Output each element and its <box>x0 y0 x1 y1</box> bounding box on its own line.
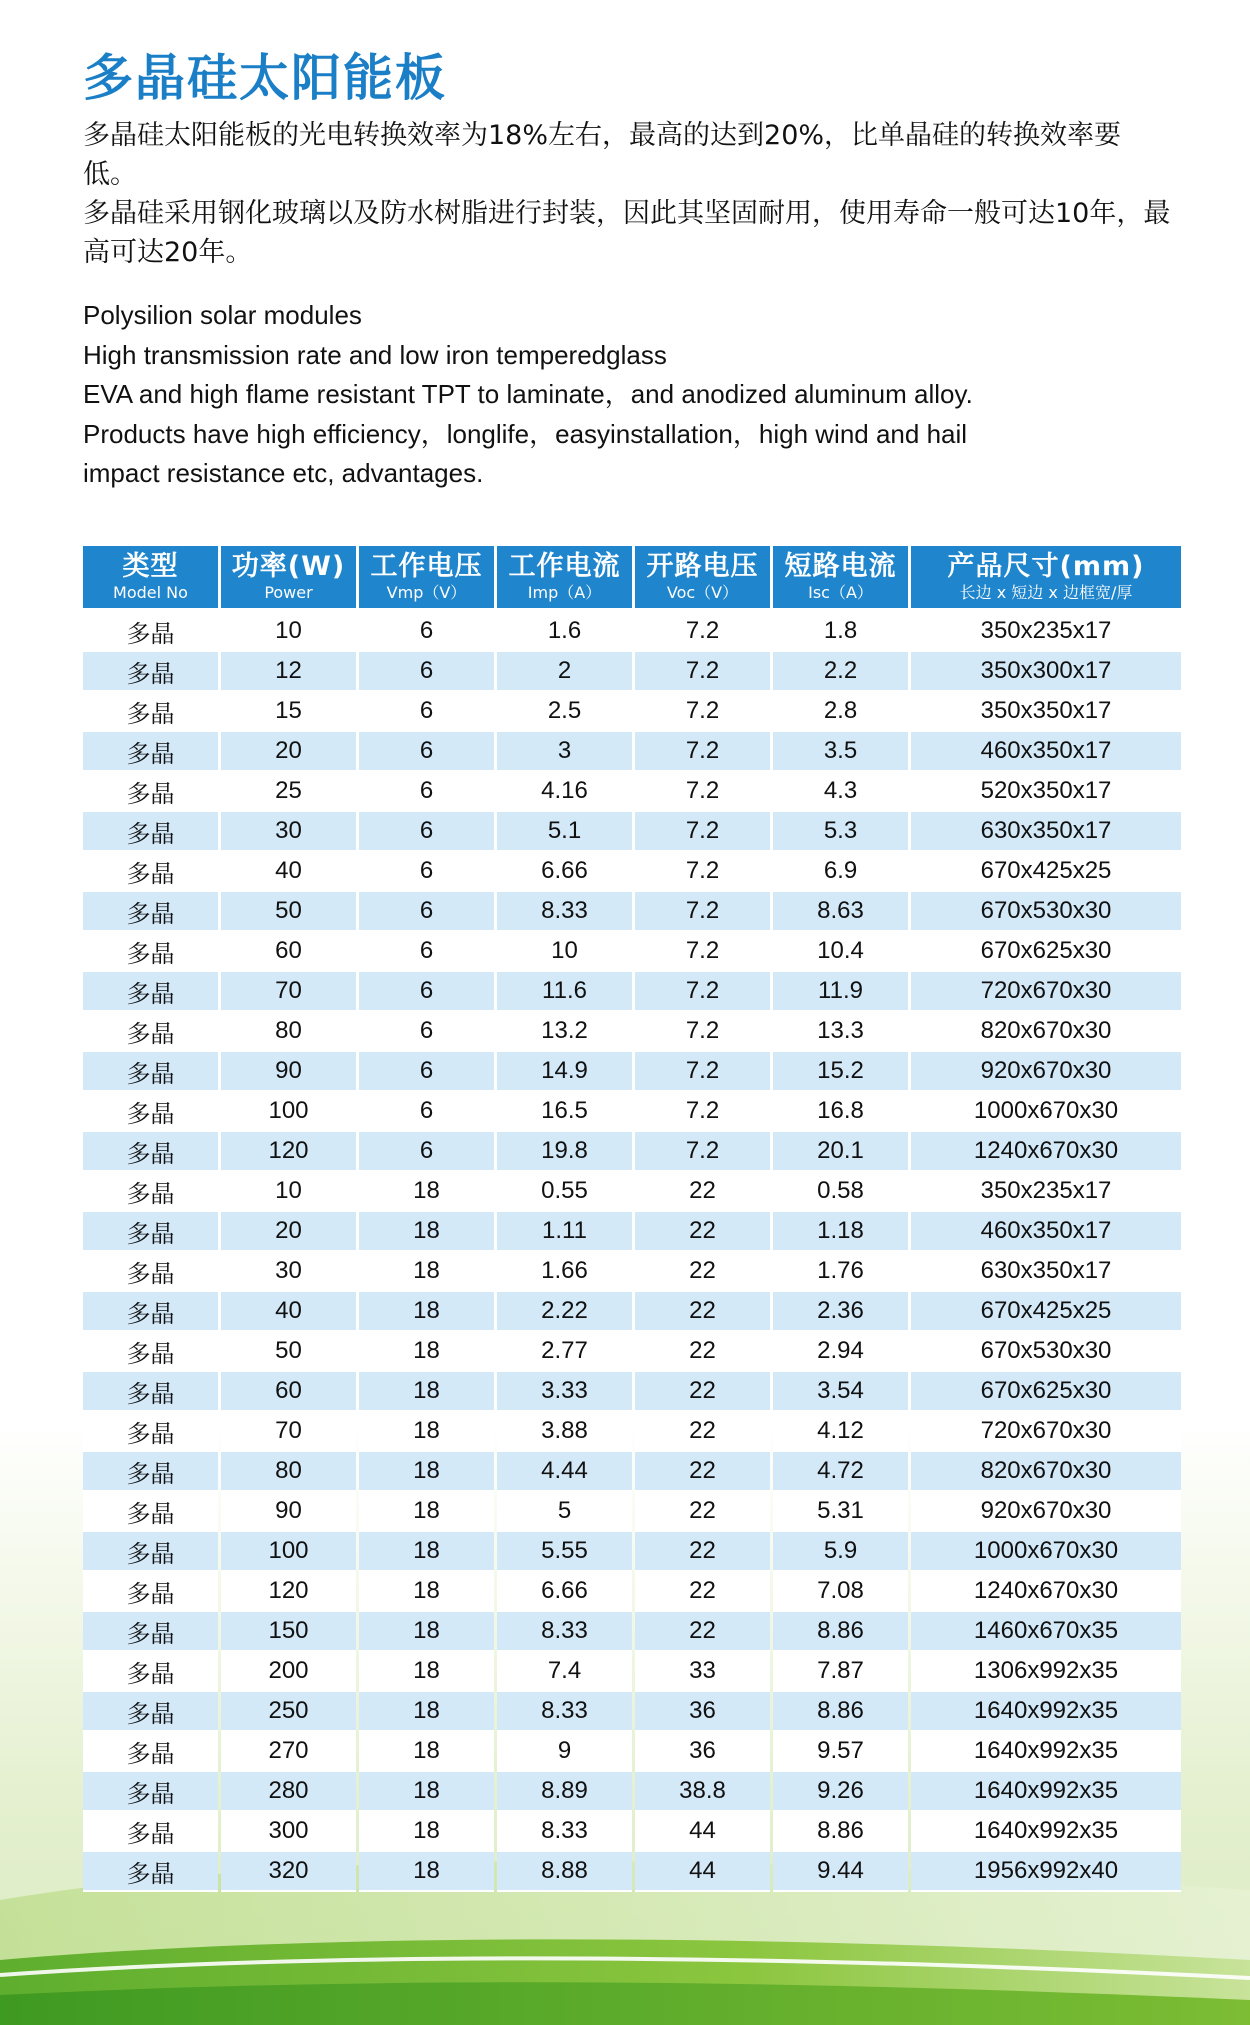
cell-imp: 2.77 <box>497 1332 632 1372</box>
header-cell-imp <box>497 546 632 612</box>
cell-size: 350x235x17 <box>911 1172 1181 1212</box>
cell-power: 70 <box>221 1412 356 1452</box>
cell-model: 多晶 <box>83 1692 218 1732</box>
spec-table-body <box>83 612 1181 1892</box>
cell-isc: 8.86 <box>773 1812 908 1852</box>
cell-voc: 7.2 <box>635 812 770 852</box>
cell-power: 50 <box>221 892 356 932</box>
cell-size: 1240x670x30 <box>911 1132 1181 1172</box>
cell-power: 40 <box>221 852 356 892</box>
cell-size: 460x350x17 <box>911 1212 1181 1252</box>
cell-vmp: 6 <box>359 772 494 812</box>
cell-isc: 7.87 <box>773 1652 908 1692</box>
cell-size: 1000x670x30 <box>911 1092 1181 1132</box>
table-row <box>83 692 1181 732</box>
cell-size: 630x350x17 <box>911 1252 1181 1292</box>
cell-size: 630x350x17 <box>911 812 1181 852</box>
table-row <box>83 1732 1181 1772</box>
cell-model: 多晶 <box>83 612 218 652</box>
cell-isc: 8.86 <box>773 1612 908 1652</box>
cell-isc: 11.9 <box>773 972 908 1012</box>
cell-model: 多晶 <box>83 1572 218 1612</box>
cell-model: 多晶 <box>83 1012 218 1052</box>
cell-vmp: 18 <box>359 1812 494 1852</box>
cell-imp: 5.1 <box>497 812 632 852</box>
cell-isc: 9.57 <box>773 1732 908 1772</box>
cell-voc: 22 <box>635 1332 770 1372</box>
cell-power: 12 <box>221 652 356 692</box>
table-row <box>83 1052 1181 1092</box>
cell-voc: 22 <box>635 1572 770 1612</box>
cell-isc: 20.1 <box>773 1132 908 1172</box>
cell-vmp: 18 <box>359 1612 494 1652</box>
cell-voc: 7.2 <box>635 852 770 892</box>
intro-en-line: Polysilion solar modules <box>83 300 362 330</box>
cell-size: 670x530x30 <box>911 892 1181 932</box>
cell-size: 1640x992x35 <box>911 1692 1181 1732</box>
cell-imp: 8.33 <box>497 1692 632 1732</box>
table-row <box>83 1252 1181 1292</box>
cell-power: 40 <box>221 1292 356 1332</box>
cell-imp: 8.88 <box>497 1852 632 1892</box>
cell-model: 多晶 <box>83 1332 218 1372</box>
cell-voc: 7.2 <box>635 1052 770 1092</box>
cell-vmp: 6 <box>359 692 494 732</box>
cell-vmp: 18 <box>359 1532 494 1572</box>
cell-voc: 7.2 <box>635 892 770 932</box>
cell-power: 200 <box>221 1652 356 1692</box>
cell-vmp: 18 <box>359 1372 494 1412</box>
cell-power: 100 <box>221 1092 356 1132</box>
cell-vmp: 18 <box>359 1852 494 1892</box>
cell-voc: 22 <box>635 1492 770 1532</box>
table-row <box>83 1572 1181 1612</box>
cell-power: 270 <box>221 1732 356 1772</box>
cell-model: 多晶 <box>83 1852 218 1892</box>
cell-imp: 19.8 <box>497 1132 632 1172</box>
cell-isc: 8.86 <box>773 1692 908 1732</box>
table-row <box>83 1292 1181 1332</box>
table-row <box>83 1012 1181 1052</box>
cell-voc: 22 <box>635 1252 770 1292</box>
cell-imp: 9 <box>497 1732 632 1772</box>
cell-voc: 7.2 <box>635 692 770 732</box>
header-cell-size <box>911 546 1181 612</box>
intro-en-line: Products have high efficiency，longlife，easyinstallation，high wind and hail <box>83 418 968 449</box>
spec-table <box>80 546 1184 1892</box>
cell-isc: 7.08 <box>773 1572 908 1612</box>
cell-isc: 1.18 <box>773 1212 908 1252</box>
cell-power: 90 <box>221 1492 356 1532</box>
header-en: Voc（V） <box>666 583 739 602</box>
cell-model: 多晶 <box>83 812 218 852</box>
cell-vmp: 18 <box>359 1452 494 1492</box>
cell-size: 520x350x17 <box>911 772 1181 812</box>
cell-power: 80 <box>221 1012 356 1052</box>
cell-imp: 1.11 <box>497 1212 632 1252</box>
cell-vmp: 6 <box>359 652 494 692</box>
cell-isc: 10.4 <box>773 932 908 972</box>
cell-model: 多晶 <box>83 1212 218 1252</box>
page-title: 多晶硅太阳能板 <box>83 49 447 107</box>
cell-voc: 22 <box>635 1532 770 1572</box>
intro-zh-paragraph-1: 多晶硅太阳能板的光电转换效率为18%左右，最高的达到20%，比单晶硅的转换效率要低。 <box>83 120 1122 190</box>
cell-isc: 3.5 <box>773 732 908 772</box>
cell-power: 280 <box>221 1772 356 1812</box>
cell-model: 多晶 <box>83 1772 218 1812</box>
cell-voc: 7.2 <box>635 772 770 812</box>
cell-power: 90 <box>221 1052 356 1092</box>
cell-model: 多晶 <box>83 1812 218 1852</box>
cell-power: 320 <box>221 1852 356 1892</box>
cell-size: 670x625x30 <box>911 932 1181 972</box>
cell-size: 1460x670x35 <box>911 1612 1181 1652</box>
cell-imp: 8.33 <box>497 1812 632 1852</box>
table-row <box>83 932 1181 972</box>
table-row <box>83 732 1181 772</box>
cell-vmp: 18 <box>359 1652 494 1692</box>
cell-voc: 22 <box>635 1612 770 1652</box>
cell-model: 多晶 <box>83 1412 218 1452</box>
intro-en-line: impact resistance etc, advantages. <box>83 458 484 488</box>
cell-model: 多晶 <box>83 652 218 692</box>
cell-isc: 13.3 <box>773 1012 908 1052</box>
cell-model: 多晶 <box>83 1172 218 1212</box>
cell-vmp: 6 <box>359 1052 494 1092</box>
cell-imp: 6.66 <box>497 852 632 892</box>
cell-imp: 4.44 <box>497 1452 632 1492</box>
header-cell-model <box>83 546 218 612</box>
cell-model: 多晶 <box>83 1452 218 1492</box>
header-zh: 功率(W) <box>231 551 346 582</box>
cell-imp: 16.5 <box>497 1092 632 1132</box>
cell-model: 多晶 <box>83 1732 218 1772</box>
cell-voc: 7.2 <box>635 1132 770 1172</box>
cell-power: 150 <box>221 1612 356 1652</box>
cell-model: 多晶 <box>83 1092 218 1132</box>
cell-isc: 4.3 <box>773 772 908 812</box>
cell-power: 30 <box>221 812 356 852</box>
cell-imp: 2.22 <box>497 1292 632 1332</box>
cell-vmp: 18 <box>359 1732 494 1772</box>
header-zh: 产品尺寸(mm) <box>947 551 1145 582</box>
cell-imp: 3.88 <box>497 1412 632 1452</box>
table-row <box>83 1812 1181 1852</box>
intro-en-line: EVA and high flame resistant TPT to laminate，and anodized aluminum alloy. <box>83 379 973 409</box>
cell-model: 多晶 <box>83 932 218 972</box>
cell-vmp: 6 <box>359 812 494 852</box>
cell-vmp: 6 <box>359 612 494 652</box>
cell-imp: 4.16 <box>497 772 632 812</box>
cell-power: 20 <box>221 1212 356 1252</box>
header-en: Imp（A） <box>527 583 602 602</box>
cell-imp: 5 <box>497 1492 632 1532</box>
cell-isc: 9.26 <box>773 1772 908 1812</box>
cell-model: 多晶 <box>83 972 218 1012</box>
cell-vmp: 18 <box>359 1172 494 1212</box>
table-row <box>83 1212 1181 1252</box>
cell-model: 多晶 <box>83 1052 218 1092</box>
cell-power: 70 <box>221 972 356 1012</box>
cell-power: 80 <box>221 1452 356 1492</box>
cell-isc: 1.8 <box>773 612 908 652</box>
header-en: 长边 x 短边 x 边框宽/厚 <box>959 583 1133 602</box>
cell-power: 100 <box>221 1532 356 1572</box>
cell-voc: 36 <box>635 1732 770 1772</box>
cell-imp: 1.6 <box>497 612 632 652</box>
cell-size: 350x300x17 <box>911 652 1181 692</box>
cell-imp: 7.4 <box>497 1652 632 1692</box>
table-row <box>83 1092 1181 1132</box>
cell-imp: 5.55 <box>497 1532 632 1572</box>
cell-imp: 14.9 <box>497 1052 632 1092</box>
cell-size: 670x425x25 <box>911 852 1181 892</box>
cell-isc: 16.8 <box>773 1092 908 1132</box>
cell-vmp: 6 <box>359 1092 494 1132</box>
table-row <box>83 1492 1181 1532</box>
cell-imp: 3 <box>497 732 632 772</box>
cell-voc: 7.2 <box>635 932 770 972</box>
header-cell-vmp <box>359 546 494 612</box>
cell-isc: 2.36 <box>773 1292 908 1332</box>
cell-power: 50 <box>221 1332 356 1372</box>
table-row <box>83 612 1181 652</box>
cell-imp: 0.55 <box>497 1172 632 1212</box>
cell-isc: 1.76 <box>773 1252 908 1292</box>
table-row <box>83 1412 1181 1452</box>
cell-power: 10 <box>221 612 356 652</box>
cell-voc: 22 <box>635 1172 770 1212</box>
cell-voc: 7.2 <box>635 1092 770 1132</box>
table-row <box>83 1652 1181 1692</box>
header-en: Isc（A） <box>808 583 873 602</box>
cell-imp: 13.2 <box>497 1012 632 1052</box>
header-cell-power <box>221 546 356 612</box>
cell-voc: 36 <box>635 1692 770 1732</box>
cell-isc: 2.2 <box>773 652 908 692</box>
table-row <box>83 652 1181 692</box>
cell-size: 1306x992x35 <box>911 1652 1181 1692</box>
cell-model: 多晶 <box>83 1132 218 1172</box>
cell-isc: 2.8 <box>773 692 908 732</box>
cell-model: 多晶 <box>83 772 218 812</box>
cell-imp: 1.66 <box>497 1252 632 1292</box>
cell-size: 1000x670x30 <box>911 1532 1181 1572</box>
cell-size: 670x625x30 <box>911 1372 1181 1412</box>
cell-size: 920x670x30 <box>911 1492 1181 1532</box>
cell-size: 1956x992x40 <box>911 1852 1181 1892</box>
table-row <box>83 972 1181 1012</box>
cell-size: 350x235x17 <box>911 612 1181 652</box>
cell-imp: 8.89 <box>497 1772 632 1812</box>
cell-isc: 4.12 <box>773 1412 908 1452</box>
header-zh: 短路电流 <box>784 551 897 582</box>
cell-model: 多晶 <box>83 692 218 732</box>
table-header-row <box>83 546 1181 612</box>
cell-voc: 7.2 <box>635 732 770 772</box>
table-row <box>83 1172 1181 1212</box>
cell-power: 60 <box>221 1372 356 1412</box>
cell-voc: 22 <box>635 1452 770 1492</box>
table-row <box>83 1772 1181 1812</box>
table-row <box>83 1332 1181 1372</box>
cell-voc: 22 <box>635 1292 770 1332</box>
cell-size: 820x670x30 <box>911 1452 1181 1492</box>
cell-voc: 33 <box>635 1652 770 1692</box>
table-row <box>83 892 1181 932</box>
cell-model: 多晶 <box>83 1652 218 1692</box>
cell-vmp: 6 <box>359 732 494 772</box>
cell-voc: 44 <box>635 1852 770 1892</box>
header-en: Model No <box>113 583 188 602</box>
cell-imp: 2.5 <box>497 692 632 732</box>
cell-isc: 8.63 <box>773 892 908 932</box>
cell-voc: 22 <box>635 1212 770 1252</box>
cell-power: 30 <box>221 1252 356 1292</box>
cell-model: 多晶 <box>83 732 218 772</box>
cell-voc: 44 <box>635 1812 770 1852</box>
header-cell-voc <box>635 546 770 612</box>
cell-imp: 2 <box>497 652 632 692</box>
cell-model: 多晶 <box>83 1492 218 1532</box>
cell-voc: 38.8 <box>635 1772 770 1812</box>
cell-model: 多晶 <box>83 1252 218 1292</box>
cell-isc: 0.58 <box>773 1172 908 1212</box>
cell-power: 300 <box>221 1812 356 1852</box>
intro-en-line: High transmission rate and low iron temperedglass <box>83 339 667 370</box>
cell-vmp: 6 <box>359 892 494 932</box>
cell-size: 1640x992x35 <box>911 1772 1181 1812</box>
header-zh: 类型 <box>122 551 179 582</box>
cell-imp: 6.66 <box>497 1572 632 1612</box>
table-row <box>83 1452 1181 1492</box>
cell-imp: 11.6 <box>497 972 632 1012</box>
cell-power: 120 <box>221 1572 356 1612</box>
cell-imp: 8.33 <box>497 1612 632 1652</box>
cell-vmp: 18 <box>359 1252 494 1292</box>
cell-size: 720x670x30 <box>911 972 1181 1012</box>
cell-vmp: 18 <box>359 1212 494 1252</box>
cell-isc: 9.44 <box>773 1852 908 1892</box>
cell-model: 多晶 <box>83 1532 218 1572</box>
cell-power: 10 <box>221 1172 356 1212</box>
header-zh: 工作电压 <box>370 551 483 582</box>
table-row <box>83 1692 1181 1732</box>
cell-vmp: 6 <box>359 1132 494 1172</box>
cell-power: 250 <box>221 1692 356 1732</box>
cell-vmp: 18 <box>359 1772 494 1812</box>
cell-size: 720x670x30 <box>911 1412 1181 1452</box>
cell-vmp: 18 <box>359 1292 494 1332</box>
table-row <box>83 1532 1181 1572</box>
table-row <box>83 812 1181 852</box>
cell-voc: 7.2 <box>635 1012 770 1052</box>
cell-isc: 6.9 <box>773 852 908 892</box>
cell-size: 670x530x30 <box>911 1332 1181 1372</box>
table-row <box>83 1132 1181 1172</box>
cell-power: 60 <box>221 932 356 972</box>
cell-imp: 3.33 <box>497 1372 632 1412</box>
table-row <box>83 772 1181 812</box>
cell-power: 120 <box>221 1132 356 1172</box>
cell-size: 350x350x17 <box>911 692 1181 732</box>
cell-vmp: 18 <box>359 1572 494 1612</box>
intro-en-block <box>83 296 1183 494</box>
cell-voc: 7.2 <box>635 612 770 652</box>
cell-size: 1240x670x30 <box>911 1572 1181 1612</box>
table-row <box>83 1852 1181 1892</box>
table-row <box>83 852 1181 892</box>
header-cell-isc <box>773 546 908 612</box>
cell-isc: 15.2 <box>773 1052 908 1092</box>
cell-power: 25 <box>221 772 356 812</box>
cell-size: 670x425x25 <box>911 1292 1181 1332</box>
header-zh: 工作电流 <box>508 551 621 582</box>
cell-size: 1640x992x35 <box>911 1812 1181 1852</box>
header-zh: 开路电压 <box>646 551 759 582</box>
cell-size: 820x670x30 <box>911 1012 1181 1052</box>
cell-vmp: 18 <box>359 1492 494 1532</box>
cell-power: 20 <box>221 732 356 772</box>
cell-imp: 8.33 <box>497 892 632 932</box>
cell-isc: 3.54 <box>773 1372 908 1412</box>
cell-vmp: 18 <box>359 1692 494 1732</box>
cell-voc: 22 <box>635 1372 770 1412</box>
cell-vmp: 6 <box>359 1012 494 1052</box>
cell-isc: 5.31 <box>773 1492 908 1532</box>
cell-size: 1640x992x35 <box>911 1732 1181 1772</box>
header-en: Power <box>264 583 313 602</box>
table-row <box>83 1612 1181 1652</box>
cell-vmp: 6 <box>359 932 494 972</box>
cell-imp: 10 <box>497 932 632 972</box>
cell-isc: 5.9 <box>773 1532 908 1572</box>
cell-size: 460x350x17 <box>911 732 1181 772</box>
cell-isc: 2.94 <box>773 1332 908 1372</box>
cell-model: 多晶 <box>83 1372 218 1412</box>
cell-model: 多晶 <box>83 1292 218 1332</box>
cell-model: 多晶 <box>83 852 218 892</box>
header-en: Vmp（V） <box>386 583 467 602</box>
cell-vmp: 18 <box>359 1332 494 1372</box>
cell-model: 多晶 <box>83 892 218 932</box>
cell-model: 多晶 <box>83 1612 218 1652</box>
table-row <box>83 1372 1181 1412</box>
cell-voc: 7.2 <box>635 972 770 1012</box>
cell-isc: 4.72 <box>773 1452 908 1492</box>
cell-vmp: 6 <box>359 852 494 892</box>
intro-zh-paragraph-2: 多晶硅采用钢化玻璃以及防水树脂进行封装，因此其坚固耐用，使用寿命一般可达10年，最高可达20年。 <box>83 198 1171 268</box>
cell-isc: 5.3 <box>773 812 908 852</box>
cell-voc: 22 <box>635 1412 770 1452</box>
cell-vmp: 18 <box>359 1412 494 1452</box>
cell-voc: 7.2 <box>635 652 770 692</box>
cell-size: 920x670x30 <box>911 1052 1181 1092</box>
cell-vmp: 6 <box>359 972 494 1012</box>
cell-power: 15 <box>221 692 356 732</box>
